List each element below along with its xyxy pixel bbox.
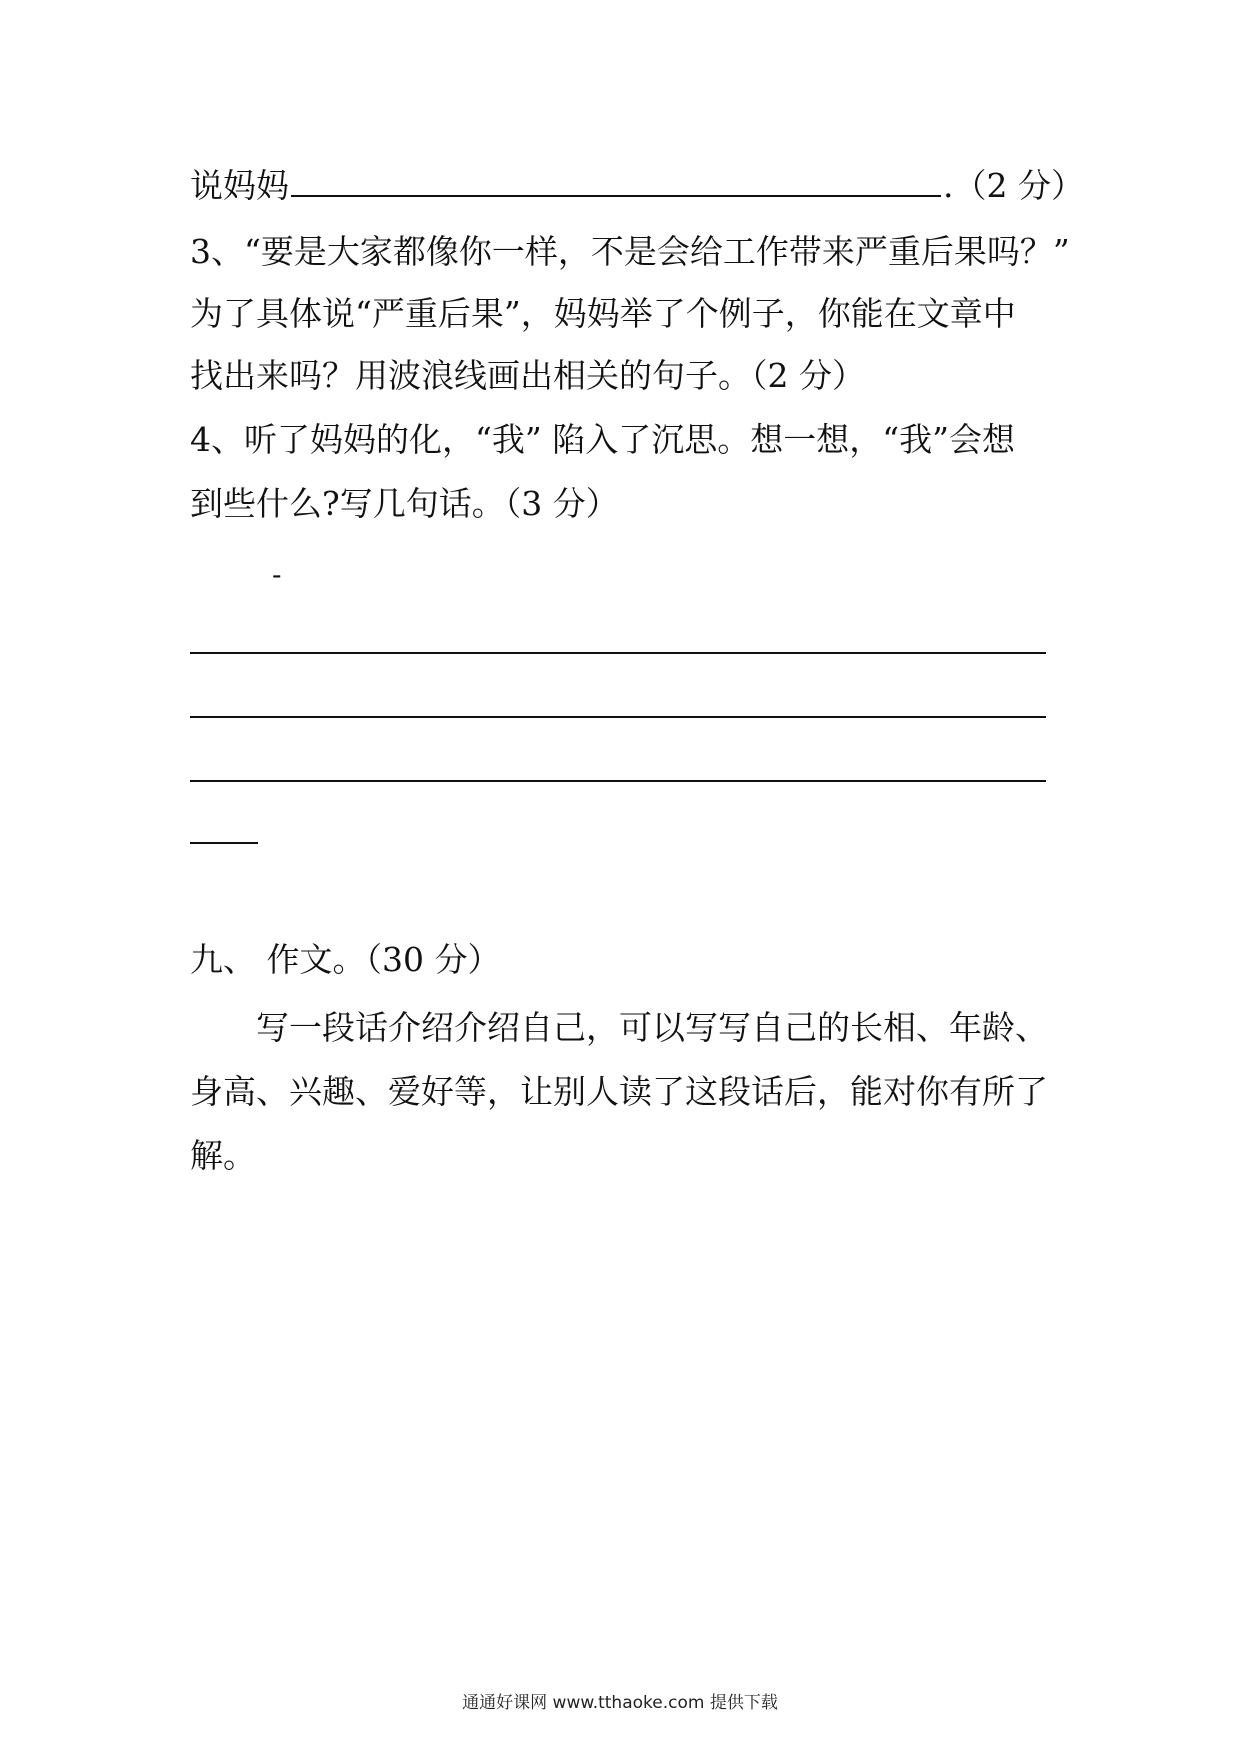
section9-line-2: 身高、兴趣、爱好等，让别人读了这段话后，能对你有所了 xyxy=(190,1072,1048,1111)
q2-prefix: 说妈妈 xyxy=(190,166,289,205)
answer-line-2[interactable] xyxy=(190,716,1046,718)
q2-answer-line xyxy=(190,164,1084,208)
q3-line-2: 为了具体说“严重后果”，妈妈举了个例子，你能在文章中 xyxy=(190,294,1016,333)
q4-dash-mark: - xyxy=(272,558,282,591)
q2-blank[interactable] xyxy=(291,165,941,197)
q4-line-1: 4、听了妈妈的化，“我” 陷入了沉思。想一想，“我”会想 xyxy=(190,420,1015,459)
answer-line-4[interactable] xyxy=(190,842,258,844)
q3-line-1: 3、“要是大家都像你一样，不是会给工作带来严重后果吗？” xyxy=(190,232,1070,271)
q4-line-2: 到些什么?写几句话。（3 分） xyxy=(190,484,619,523)
answer-line-3[interactable] xyxy=(190,780,1046,782)
answer-line-1[interactable] xyxy=(190,652,1046,654)
q3-line-3: 找出来吗？用波浪线画出相关的句子。（2 分） xyxy=(190,356,865,395)
section9-line-3: 解。 xyxy=(190,1136,256,1175)
section9-line-1: 写一段话介绍介绍自己，可以写写自己的长相、年龄、 xyxy=(256,1008,1048,1047)
section9-heading: 九、 作文。（30 分） xyxy=(190,940,501,979)
q2-suffix: .（2 分） xyxy=(943,166,1084,205)
page-footer: 通通好课网 www.tthaoke.com 提供下载 xyxy=(462,1693,778,1713)
